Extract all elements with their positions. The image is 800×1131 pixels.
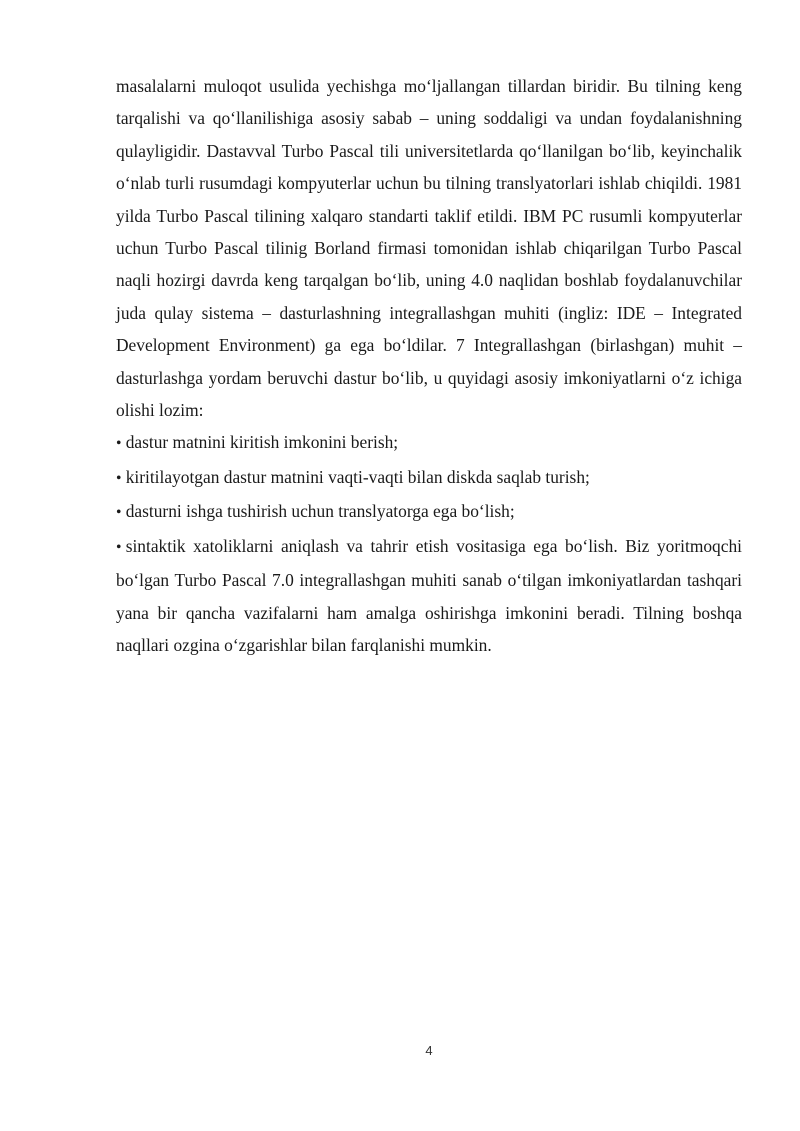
bullet-text: dasturni ishga tushirish uchun translyatorga ega bo‘lish; [125, 501, 515, 522]
bullet-text: kiritilayotgan dastur matnini vaqti-vaqti bilan diskda saqlab turish; [125, 466, 590, 487]
page-body [116, 70, 742, 661]
bullet-item-1 [116, 426, 742, 460]
bullet-icon: • [116, 504, 122, 522]
bullet-item-2 [116, 461, 742, 495]
bullet-icon: • [116, 435, 122, 453]
page-number: 4 [425, 1043, 433, 1058]
bullet-text: sintaktik xatoliklarni aniqlash va tahrir etish vositasiga ega bo‘lish. Biz yoritmoqchi bo‘lgan Turbo Pascal 7.0 integrallashgan muhiti sanab o‘tilgan imkoniyatlardan tashqari yana bir qancha vazifalarni ham amalga oshirishga imkonini beradi. Tilning boshqa naqllari ozgina o‘zgarishlar bilan farqlanishi mumkin. [116, 535, 742, 655]
bullet-icon: • [116, 538, 122, 556]
bullet-icon: • [116, 469, 122, 487]
intro-paragraph: masalalarni muloqot usulida yechishga mo‘ljallangan tillardan biridir. Bu tilning keng tarqalishi va qo‘llanilishiga asosiy sabab – uning soddaligi va undan foydalanishning qulayligidir. Dastavval Turbo Pascal tili universitetlarda qo‘llanilgan bo‘lib, keyinchalik o‘nlab turli rusumdagi kompyuterlar uchun bu tilning translyatorlari ishlab chiqildi. 1981 yilda Turbo Pascal tilining xalqaro standarti taklif etildi. IBM PC rusumli kompyuterlar uchun Turbo Pascal tilinig Borland firmasi tomonidan ishlab chiqarilgan Turbo Pascal naqli hozirgi davrda keng tarqalgan bo‘lib, uning 4.0 naqlidan boshlab foydalanuvchilar juda qulay sistema – dasturlashning integrallashgan muhiti (ingliz: IDE – Integrated Development Environment) ga ega bo‘ldilar. 7 Integrallashgan (birlashgan) muhit – dasturlashga yordam beruvchi dastur bo‘lib, u quyidagi asosiy imkoniyatlarni o‘z ichiga olishi lozim: [116, 76, 742, 421]
bullet-item-3 [116, 495, 742, 529]
bullet-item-4 [116, 530, 742, 662]
bullet-text: dastur matnini kiritish imkonini berish; [125, 432, 399, 453]
